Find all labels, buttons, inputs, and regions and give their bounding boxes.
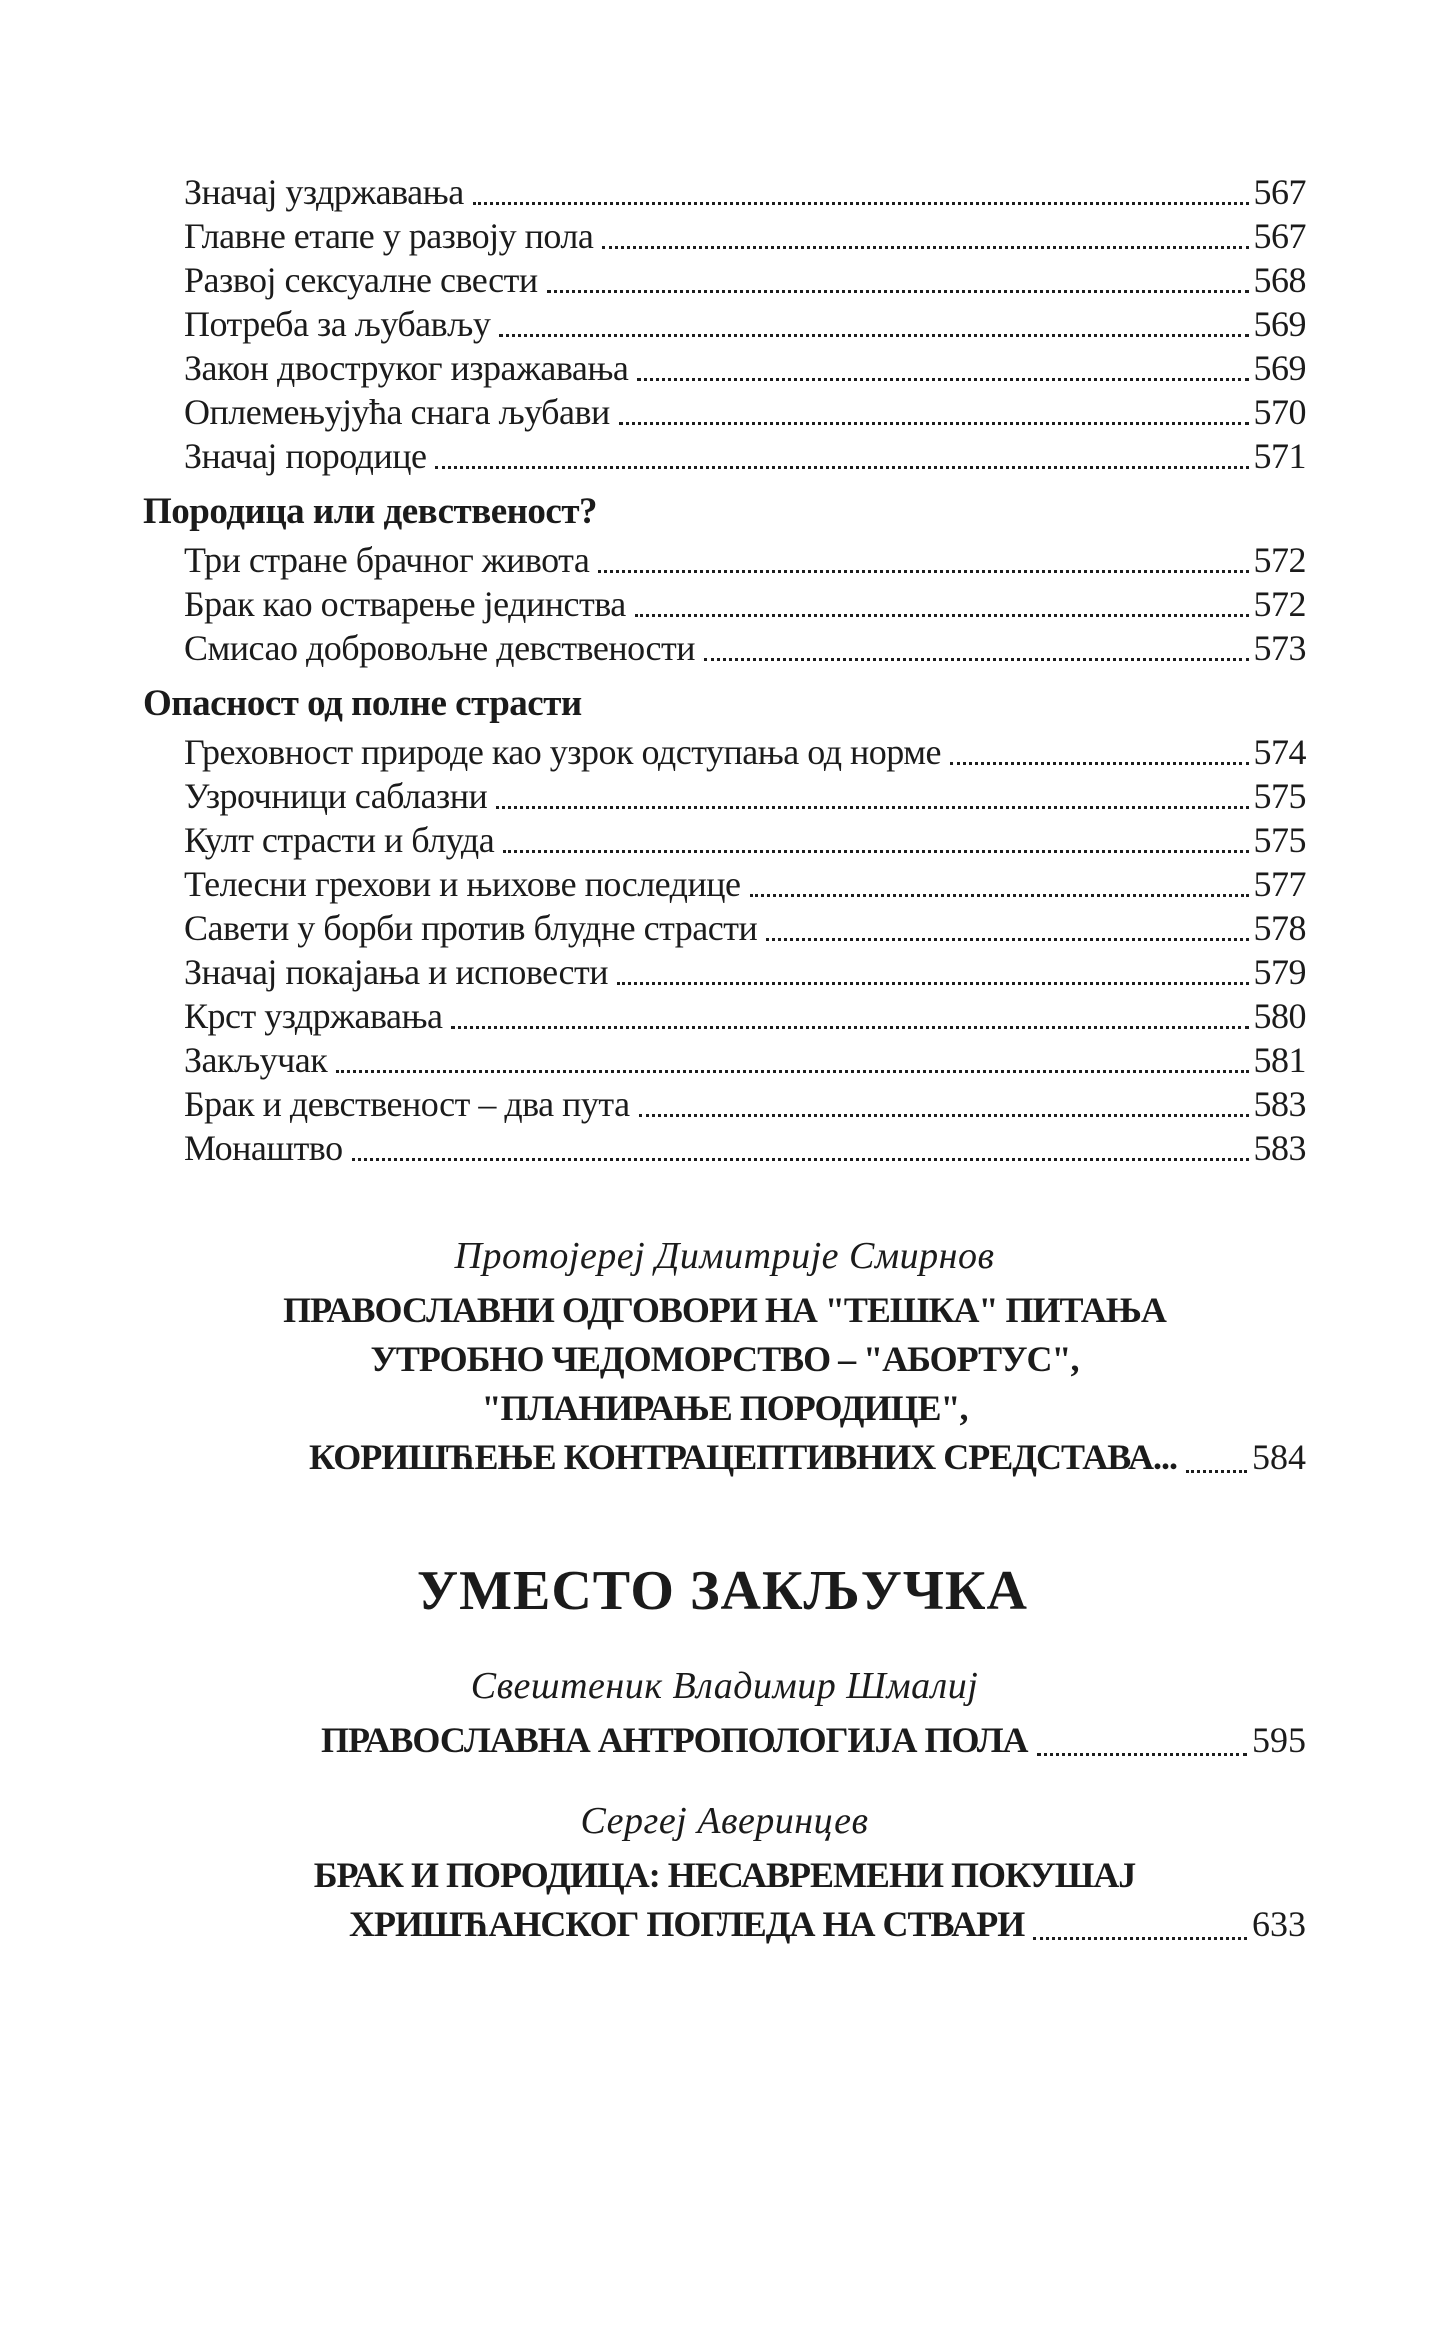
- toc-entry-row: [143, 862, 1306, 906]
- toc-entry-row: [143, 730, 1306, 774]
- dot-leader: [547, 290, 1249, 293]
- toc-entry-page-number: 577: [1253, 864, 1306, 904]
- toc-entry-row: [143, 626, 1306, 670]
- table-of-contents: [143, 170, 1306, 1170]
- toc-entry-row: [143, 906, 1306, 950]
- toc-entry-row: [143, 538, 1306, 582]
- toc-entry-label: Значај породице: [184, 436, 427, 476]
- section-smirnov: [143, 1232, 1306, 1482]
- toc-entry-row: [143, 302, 1306, 346]
- toc-entry-page-number: 567: [1253, 172, 1306, 212]
- toc-entry-label: Брак као остварење јединства: [184, 584, 626, 624]
- toc-entry-label: Монаштво: [184, 1128, 343, 1168]
- toc-entry-row: [143, 346, 1306, 390]
- toc-entry-row: [143, 434, 1306, 478]
- toc-entry-label: Смисао добровољне девствености: [184, 628, 695, 668]
- dot-leader: [352, 1158, 1249, 1161]
- toc-entry-page-number: 568: [1253, 260, 1306, 300]
- dot-leader: [598, 570, 1248, 573]
- work-page-number: 584: [1252, 1437, 1306, 1477]
- toc-entry-page-number: 583: [1253, 1128, 1306, 1168]
- dot-leader: [704, 658, 1249, 661]
- toc-entry-label: Закон двоструког изражавања: [184, 348, 629, 388]
- toc-entry-label: Култ страсти и блуда: [184, 820, 495, 860]
- toc-entry-label: Потреба за љубављу: [184, 304, 491, 344]
- dot-leader: [750, 894, 1249, 897]
- toc-entry-row: [143, 258, 1306, 302]
- toc-entry-label: Закључак: [184, 1040, 328, 1080]
- toc-entry-page-number: 581: [1253, 1040, 1306, 1080]
- toc-entry-page-number: 583: [1253, 1084, 1306, 1124]
- toc-entry-label: Телесни грехови и њихове последице: [184, 864, 741, 904]
- work-page-number: 595: [1252, 1720, 1306, 1760]
- dot-leader: [635, 614, 1249, 617]
- toc-entry-page-number: 579: [1253, 952, 1306, 992]
- dot-leader: [435, 466, 1248, 469]
- dot-leader: [950, 762, 1248, 765]
- toc-entry-label: Три стране брачног живота: [184, 540, 590, 580]
- dot-leader: [619, 422, 1249, 425]
- toc-entry-row: [143, 1038, 1306, 1082]
- toc-entry-row: [143, 582, 1306, 626]
- toc-entry-page-number: 575: [1253, 776, 1306, 816]
- dot-leader: [451, 1026, 1248, 1029]
- toc-entry-page-number: 569: [1253, 304, 1306, 344]
- toc-entry-page-number: 569: [1253, 348, 1306, 388]
- toc-entry-page-number: 580: [1253, 996, 1306, 1036]
- toc-entry-label: Оплемењујућа снага љубави: [184, 392, 610, 432]
- work-title-leader-row: [309, 1433, 1306, 1482]
- dot-leader: [1186, 1470, 1247, 1473]
- toc-entry-page-number: 571: [1253, 436, 1306, 476]
- toc-section-header: Породица или девственост?: [143, 491, 598, 532]
- work-title-label: ПРАВОСЛАВНА АНТРОПОЛОГИЈА ПОЛА: [321, 1720, 1028, 1760]
- dot-leader: [496, 806, 1248, 809]
- toc-entry-label: Значај покајања и исповести: [184, 952, 609, 992]
- dot-leader: [1037, 1753, 1247, 1756]
- dot-leader: [499, 334, 1248, 337]
- toc-entry-row: [143, 774, 1306, 818]
- dot-leader: [1033, 1937, 1247, 1940]
- toc-entry-label: Узрочници саблазни: [184, 776, 488, 816]
- work-title-leader-row: [321, 1716, 1306, 1765]
- toc-entry-row: [143, 1082, 1306, 1126]
- work-title-label: КОРИШЋЕЊЕ КОНТРАЦЕПТИВНИХ СРЕДСТАВА...: [309, 1437, 1177, 1477]
- dot-leader: [617, 982, 1248, 985]
- dot-leader: [766, 938, 1248, 941]
- toc-entry-row: [143, 994, 1306, 1038]
- toc-entry-label: Главне етапе у развоју пола: [184, 216, 594, 256]
- toc-entry-row: [143, 214, 1306, 258]
- toc-entry-row: [143, 950, 1306, 994]
- dot-leader: [336, 1070, 1248, 1073]
- author-name: Свештеник Владимир Шмалиј: [470, 1665, 979, 1707]
- toc-entry-page-number: 570: [1253, 392, 1306, 432]
- work-title-label: ХРИШЋАНСКОГ ПОГЛЕДА НА СТВАРИ: [349, 1904, 1025, 1944]
- toc-entry-row: [143, 170, 1306, 214]
- toc-entry-label: Брак и девственост – два пута: [184, 1084, 630, 1124]
- dot-leader: [639, 1114, 1249, 1117]
- dot-leader: [602, 246, 1248, 249]
- toc-entry-label: Савети у борби против блудне страсти: [184, 908, 758, 948]
- toc-entry-row: [143, 818, 1306, 862]
- toc-entry-page-number: 572: [1253, 540, 1306, 580]
- toc-entry-label: Значај уздржавања: [184, 172, 464, 212]
- toc-entry-label: Развој сексуалне свести: [184, 260, 538, 300]
- toc-entry-page-number: 573: [1253, 628, 1306, 668]
- section-averincev: [143, 1797, 1306, 1949]
- toc-entry-row: [143, 390, 1306, 434]
- toc-entry-page-number: 574: [1253, 732, 1306, 772]
- toc-entry-page-number: 567: [1253, 216, 1306, 256]
- work-title-line: УТРОБНО ЧЕДОМОРСТВО – "АБОРТУС",: [370, 1339, 1079, 1379]
- work-title-line: "ПЛАНИРАЊЕ ПОРОДИЦЕ",: [481, 1388, 968, 1428]
- toc-entry-page-number: 575: [1253, 820, 1306, 860]
- work-title-line: ПРАВОСЛАВНИ ОДГОВОРИ НА "ТЕШКА" ПИТАЊА: [283, 1290, 1166, 1330]
- toc-entry-row: [143, 1126, 1306, 1170]
- toc-entry-label: Крст уздржавања: [184, 996, 443, 1036]
- dot-leader: [637, 378, 1248, 381]
- toc-entry-label: Греховност природе као узрок одступања од норме: [184, 732, 942, 772]
- dot-leader: [503, 850, 1248, 853]
- toc-entry-page-number: 578: [1253, 908, 1306, 948]
- work-title-leader-row: [349, 1900, 1306, 1949]
- dot-leader: [473, 202, 1249, 205]
- work-title-line: БРАК И ПОРОДИЦА: НЕСАВРЕМЕНИ ПОКУШАЈ: [313, 1855, 1136, 1895]
- author-name: Протојереј Димитрије Смирнов: [454, 1235, 995, 1277]
- big-heading-umesto-zakljucka: УМЕСТО ЗАКЉУЧКА: [417, 1560, 1028, 1622]
- section-shmalij: [143, 1662, 1306, 1765]
- toc-section-header: Опасност од полне страсти: [143, 683, 582, 724]
- toc-entry-page-number: 572: [1253, 584, 1306, 624]
- work-page-number: 633: [1252, 1904, 1306, 1944]
- author-name: Сергеј Аверинцев: [580, 1800, 869, 1842]
